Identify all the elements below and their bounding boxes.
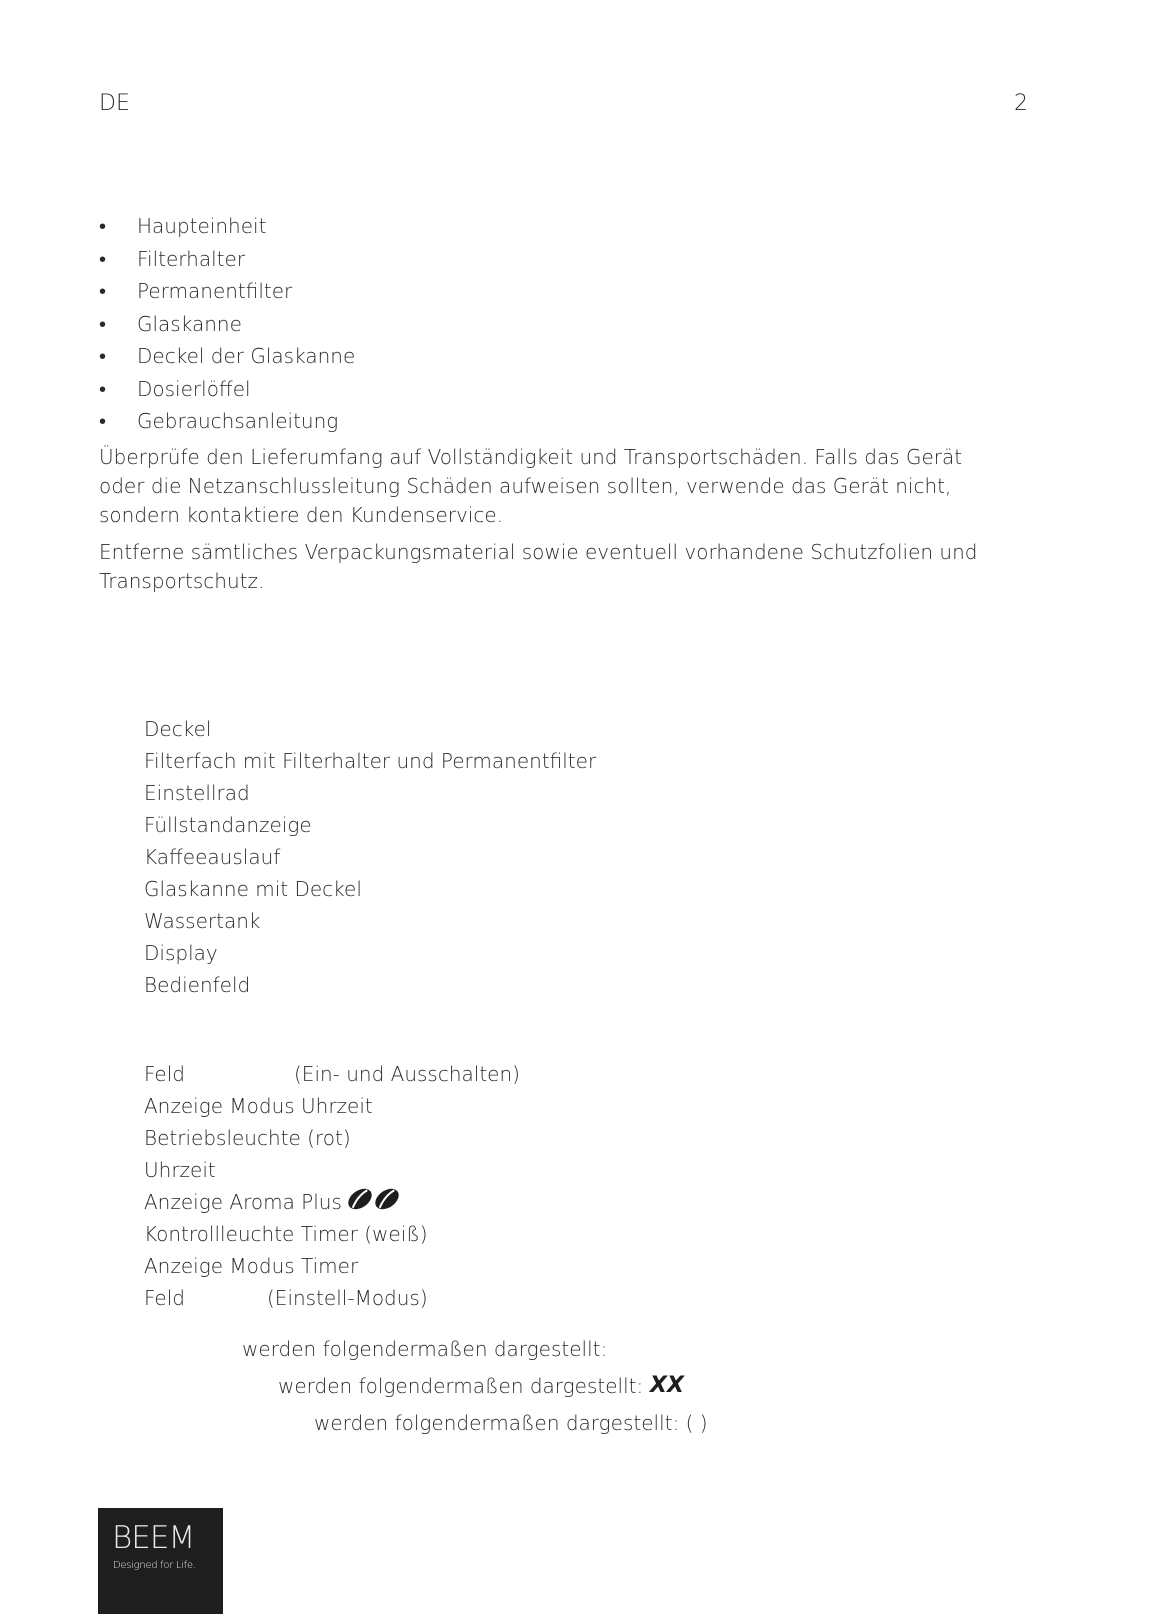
list-item: Anzeige Modus Uhrzeit (144, 1094, 373, 1118)
display-note-2: werden folgendermaßen dargestellt: XX (278, 1372, 685, 1402)
list-item: Einstellrad (144, 781, 250, 805)
display-note-1: werden folgendermaßen dargestellt: (242, 1337, 608, 1361)
coffee-beans-icon (346, 1186, 402, 1221)
page-number: 2 (1014, 91, 1028, 116)
language-code: DE (99, 91, 130, 116)
bullet-icon: • (99, 376, 107, 401)
list-item: Feld (Ein- und Ausschalten) (144, 1062, 520, 1086)
list-item: • Permanentfilter (99, 275, 355, 308)
list-item: • Dosierlöffel (99, 373, 355, 406)
list-item: Kaffeeauslauf (144, 845, 281, 869)
bullet-icon: • (99, 214, 107, 238)
list-item: Deckel (144, 717, 212, 741)
bullet-icon: • (99, 311, 107, 336)
list-item: • Deckel der Glaskanne (99, 340, 355, 373)
remove-packaging-paragraph: Entferne sämtliches Verpackungsmaterial sowie eventuell vorhandene Schutzfolien und Transportschutz. (99, 540, 978, 593)
scope-of-delivery-list (99, 210, 355, 438)
bullet-icon: • (99, 344, 107, 368)
bullet-icon: • (99, 409, 107, 433)
list-item: Feld (Einstell-Modus) (144, 1286, 428, 1310)
list-item: Wassertank (144, 909, 261, 933)
list-item: Filterfach mit Filterhalter und Permanentfilter (144, 749, 597, 773)
list-item: Betriebsleuchte (rot) (144, 1126, 351, 1150)
list-item: Anzeige Aroma Plus (144, 1186, 428, 1218)
bullet-icon: • (99, 279, 107, 303)
list-item: Uhrzeit (144, 1158, 216, 1182)
brand-logo (98, 1508, 223, 1614)
xx-symbol-icon (649, 1373, 685, 1402)
bullet-icon: • (99, 246, 107, 271)
display-note-3: werden folgendermaßen dargestellt: ( ) (314, 1411, 708, 1435)
list-item: • Haupteinheit (99, 210, 355, 243)
list-item: • Gebrauchsanleitung (99, 405, 355, 438)
list-item: Glaskanne mit Deckel (144, 877, 362, 901)
device-parts-list (144, 713, 596, 1001)
list-item: Bedienfeld (144, 973, 251, 997)
check-delivery-paragraph: Überprüfe den Lieferumfang auf Vollständigkeit und Transportschäden. Falls das Gerät oder die Netzanschlussleitung Schäden aufweisen sollten, verwende das Gerät nicht, sondern kontaktiere den Kundenservice. (99, 445, 963, 527)
list-item: • Glaskanne (99, 308, 355, 341)
list-item: • Filterhalter (99, 243, 355, 276)
logo-tagline: Designed for Life. (113, 1560, 196, 1571)
list-item: Display (144, 941, 218, 965)
control-panel-list (144, 1058, 520, 1314)
list-item: Anzeige Modus Timer (144, 1254, 359, 1278)
list-item: Füllstandanzeige (144, 813, 312, 837)
logo-word: BEEM (112, 1520, 195, 1556)
list-item: Kontrollleuchte Timer (weiß) (144, 1222, 428, 1246)
xx-symbol: XX (650, 1373, 685, 1395)
